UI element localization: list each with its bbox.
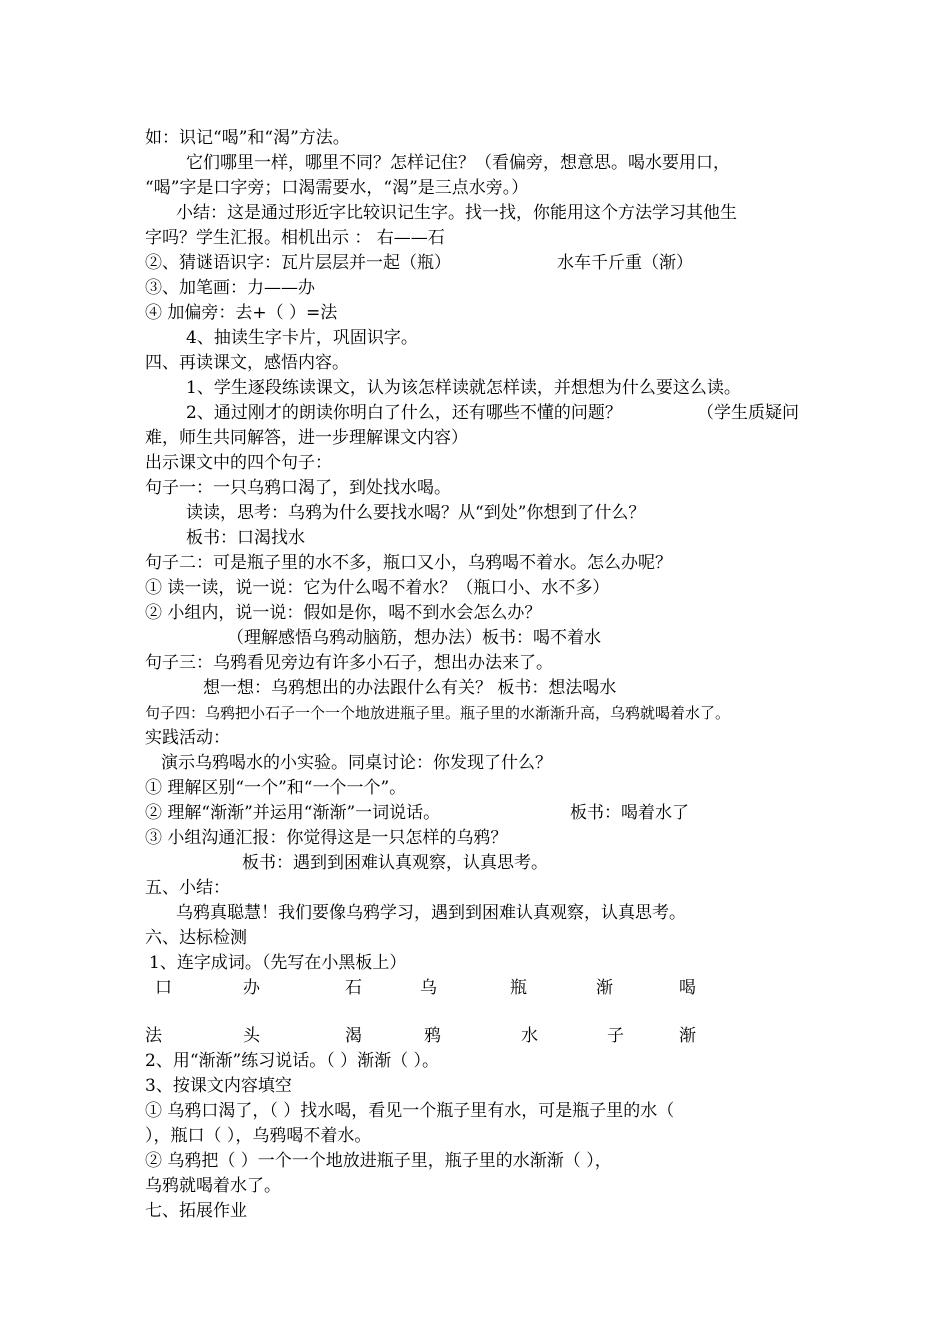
text-line: 4、抽读生字卡片，巩固识字。 bbox=[186, 328, 418, 348]
section-heading: 四、再读课文，感悟内容。 bbox=[145, 353, 349, 373]
text-line: ② 理解“渐渐”并运用“渐渐”一词说话。 bbox=[145, 803, 441, 823]
match-char: 石 bbox=[345, 978, 362, 998]
match-char: 渐 bbox=[679, 1026, 696, 1046]
text-line: 板书：遇到到困难认真观察，认真思考。 bbox=[242, 853, 548, 873]
text-line: 小结：这是通过形近字比较识记生字。找一找，你能用这个方法学习其他生 bbox=[176, 203, 737, 223]
text-line: ④ 加偏旁：去+（ ）=法 bbox=[145, 303, 338, 323]
text-line: 板书：口渴找水 bbox=[186, 528, 305, 548]
match-char: 法 bbox=[145, 1026, 162, 1046]
text-line: 难，师生共同解答，进一步理解课文内容） bbox=[145, 428, 468, 448]
text-line: 句子二：可是瓶子里的水不多，瓶口又小，乌鸦喝不着水。怎么办呢？ bbox=[145, 553, 672, 573]
text-line: ③ 小组沟通汇报：你觉得这是一只怎样的乌鸦？ bbox=[145, 828, 508, 848]
match-char: 喝 bbox=[679, 978, 696, 998]
text-line: ），瓶口（ ），乌鸦喝不着水。 bbox=[145, 1126, 372, 1146]
text-line: 它们哪里一样，哪里不同？怎样记住？（看偏旁，想意思。喝水要用口， bbox=[186, 153, 730, 173]
text-line: 句子三：乌鸦看见旁边有许多小石子，想出办法来了。 bbox=[145, 653, 553, 673]
match-char: 头 bbox=[243, 1026, 260, 1046]
text-line: ① 读一读，说一说：它为什么喝不着水？（瓶口小、水不多） bbox=[145, 578, 610, 598]
text-line: 出示课文中的四个句子： bbox=[145, 453, 332, 473]
text-line: 字吗？学生汇报。相机出示 ： 右——石 bbox=[145, 228, 445, 248]
text-line: 句子四：乌鸦把小石子一个一个地放进瓶子里。瓶子里的水渐渐升高，乌鸦就喝着水了。 bbox=[145, 704, 731, 722]
text-line: （理解感悟乌鸦动脑筋，想办法）板书：喝不着水 bbox=[227, 628, 601, 648]
section-heading: 六、达标检测 bbox=[145, 928, 247, 948]
text-line: 想一想：乌鸦想出的办法跟什么有关？ 板书：想法喝水 bbox=[203, 678, 617, 698]
section-heading: 五、小结： bbox=[145, 878, 230, 898]
text-line: 2、通过刚才的朗读你明白了什么，还有哪些不懂的问题？ bbox=[186, 403, 622, 423]
match-char: 乌 bbox=[420, 978, 437, 998]
section-heading: 七、拓展作业 bbox=[145, 1201, 247, 1221]
text-line: 水车千斤重（渐） bbox=[557, 253, 693, 273]
text-line: 乌鸦就喝着水了。 bbox=[145, 1176, 281, 1196]
text-line: “喝”字是口字旁；口渴需要水，“渴”是三点水旁。） bbox=[145, 178, 529, 198]
text-line: 句子一：一只乌鸦口渴了，到处找水喝。 bbox=[145, 478, 451, 498]
match-char: 渴 bbox=[345, 1026, 362, 1046]
text-line: ② 小组内，说一说：假如是你，喝不到水会怎么办？ bbox=[145, 603, 542, 623]
text-line: ③、加笔画：力——办 bbox=[145, 278, 315, 298]
text-line: 乌鸦真聪慧！我们要像乌鸦学习，遇到到困难认真观察，认真思考。 bbox=[176, 903, 686, 923]
text-line: ②、猜谜语识字：瓦片层层并一起（瓶） bbox=[145, 253, 451, 273]
text-line: 2、用“渐渐”练习说话。（ ）渐渐（ ）。 bbox=[145, 1051, 440, 1071]
text-line: ② 乌鸦把（ ）一个一个地放进瓶子里，瓶子里的水渐渐（ ）， bbox=[145, 1151, 612, 1171]
match-char: 水 bbox=[521, 1026, 538, 1046]
text-line: （学生质疑问 bbox=[697, 403, 799, 423]
text-line: 如：识记“喝”和“渴”方法。 bbox=[145, 128, 350, 148]
match-char: 瓶 bbox=[510, 978, 527, 998]
text-line: 读读，思考：乌鸦为什么要找水喝？从“到处”你想到了什么？ bbox=[186, 503, 646, 523]
text-line: 1、连字成词。（先写在小黑板上） bbox=[149, 953, 407, 973]
match-char: 口 bbox=[155, 978, 172, 998]
text-line: ① 理解区别“一个”和“一个一个”。 bbox=[145, 778, 407, 798]
match-char: 鸦 bbox=[424, 1026, 441, 1046]
match-char: 渐 bbox=[596, 978, 613, 998]
text-line: 1、学生逐段练读课文，认为该怎样读就怎样读，并想想为什么要这么读。 bbox=[186, 378, 741, 398]
match-char: 子 bbox=[607, 1026, 624, 1046]
text-line: 3、按课文内容填空 bbox=[145, 1076, 292, 1096]
match-char: 办 bbox=[243, 978, 260, 998]
text-line: 板书：喝着水了 bbox=[570, 803, 689, 823]
text-line: 实践活动： bbox=[145, 728, 230, 748]
text-line: 演示乌鸦喝水的小实验。同桌讨论：你发现了什么？ bbox=[161, 753, 552, 773]
text-line: ① 乌鸦口渴了，（ ）找水喝，看见一个瓶子里有水，可是瓶子里的水（ bbox=[145, 1101, 675, 1121]
